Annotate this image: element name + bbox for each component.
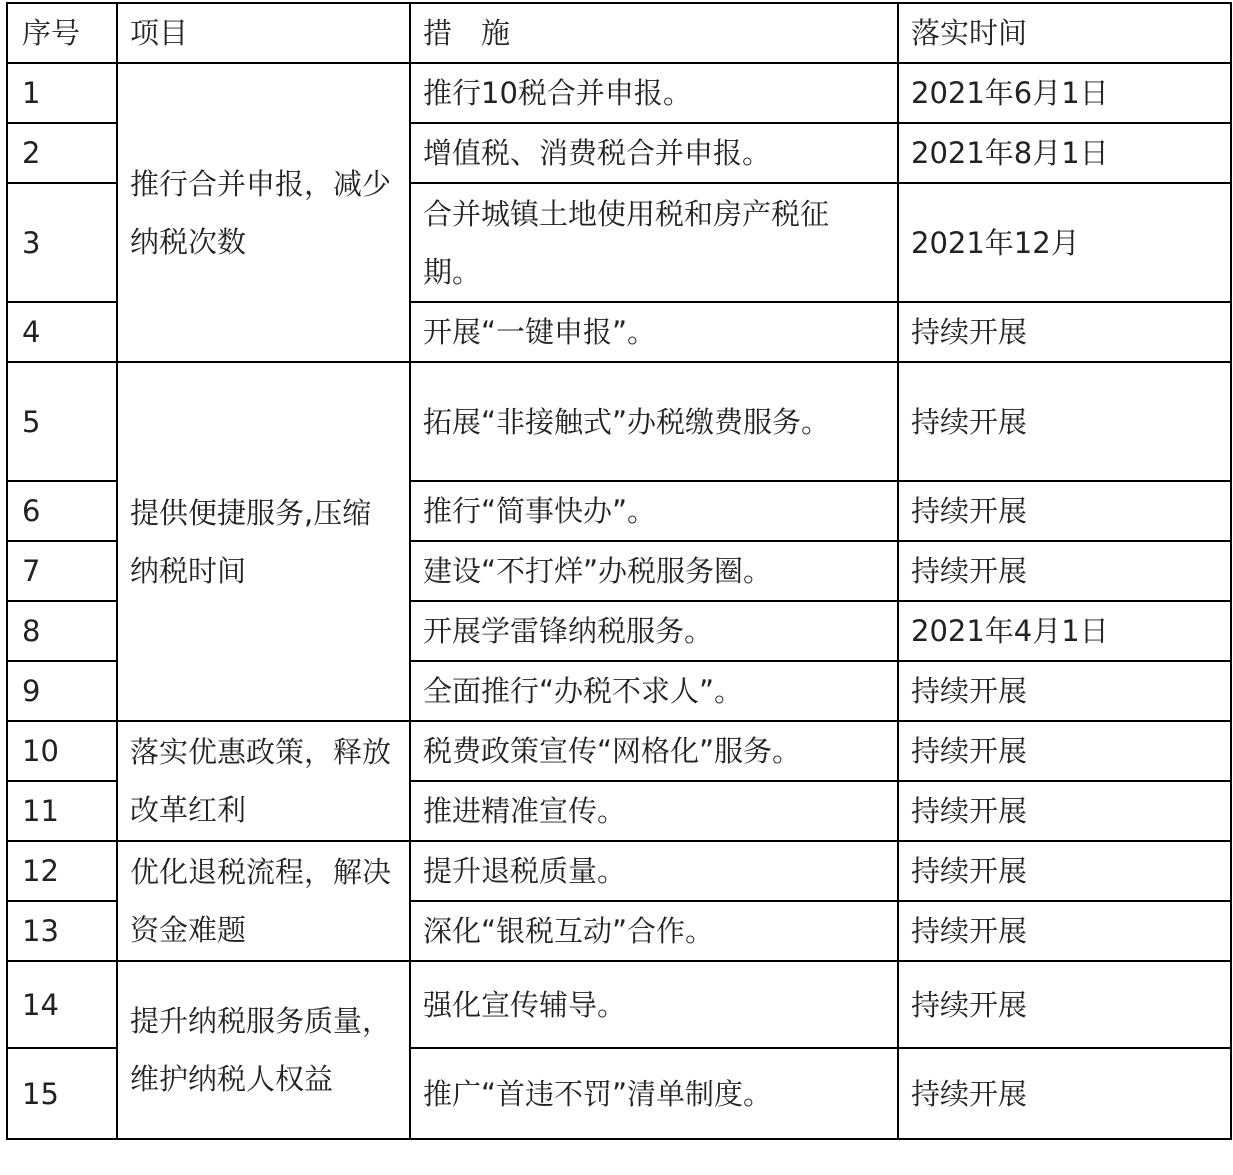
- row-no: 12: [7, 841, 117, 901]
- row-measure: 深化“银税互动”合作。: [410, 901, 898, 961]
- row-time: 持续开展: [898, 781, 1231, 841]
- group-item: 提供便捷服务,压缩纳税时间: [117, 362, 410, 721]
- row-no: 6: [7, 481, 117, 541]
- tax-measures-table: [6, 2, 1232, 1140]
- row-measure: 合并城镇土地使用税和房产税征期。: [410, 183, 898, 302]
- table-row: [7, 63, 1231, 123]
- row-no: 11: [7, 781, 117, 841]
- row-time: 2021年6月1日: [898, 63, 1231, 123]
- row-measure: 增值税、消费税合并申报。: [410, 123, 898, 183]
- row-no: 5: [7, 362, 117, 481]
- row-time: 持续开展: [898, 901, 1231, 961]
- row-time: 持续开展: [898, 541, 1231, 601]
- table-row: [7, 721, 1231, 781]
- row-time: 持续开展: [898, 481, 1231, 541]
- row-measure: 建设“不打烊”办税服务圈。: [410, 541, 898, 601]
- table-header-row: [7, 3, 1231, 63]
- row-no: 15: [7, 1048, 117, 1139]
- row-no: 8: [7, 601, 117, 661]
- row-no: 4: [7, 302, 117, 362]
- row-measure: 强化宣传辅导。: [410, 961, 898, 1048]
- row-no: 2: [7, 123, 117, 183]
- row-measure: 全面推行“办税不求人”。: [410, 661, 898, 721]
- row-time: 持续开展: [898, 302, 1231, 362]
- group-item: 推行合并申报，减少纳税次数: [117, 63, 410, 362]
- group-item: 提升纳税服务质量，维护纳税人权益: [117, 961, 410, 1139]
- header-time: 落实时间: [898, 3, 1231, 63]
- row-time: 2021年8月1日: [898, 123, 1231, 183]
- table-row: [7, 362, 1231, 481]
- group-item: 落实优惠政策，释放改革红利: [117, 721, 410, 841]
- row-time: 2021年4月1日: [898, 601, 1231, 661]
- row-measure: 推进精准宣传。: [410, 781, 898, 841]
- table-row: [7, 841, 1231, 901]
- row-no: 1: [7, 63, 117, 123]
- row-measure: 推行“简事快办”。: [410, 481, 898, 541]
- row-no: 13: [7, 901, 117, 961]
- row-time: 2021年12月: [898, 183, 1231, 302]
- row-no: 9: [7, 661, 117, 721]
- row-no: 7: [7, 541, 117, 601]
- row-measure: 开展“一键申报”。: [410, 302, 898, 362]
- row-time: 持续开展: [898, 362, 1231, 481]
- row-measure: 税费政策宣传“网格化”服务。: [410, 721, 898, 781]
- header-no: 序号: [7, 3, 117, 63]
- row-measure: 提升退税质量。: [410, 841, 898, 901]
- row-time: 持续开展: [898, 841, 1231, 901]
- row-no: 10: [7, 721, 117, 781]
- row-time: 持续开展: [898, 1048, 1231, 1139]
- row-measure: 开展学雷锋纳税服务。: [410, 601, 898, 661]
- row-no: 14: [7, 961, 117, 1048]
- table-row: [7, 961, 1231, 1048]
- row-time: 持续开展: [898, 721, 1231, 781]
- header-item: 项目: [117, 3, 410, 63]
- group-item: 优化退税流程，解决资金难题: [117, 841, 410, 961]
- row-time: 持续开展: [898, 961, 1231, 1048]
- row-no: 3: [7, 183, 117, 302]
- row-measure: 推行10税合并申报。: [410, 63, 898, 123]
- header-measure: 措 施: [410, 3, 898, 63]
- row-measure: 拓展“非接触式”办税缴费服务。: [410, 362, 898, 481]
- row-time: 持续开展: [898, 661, 1231, 721]
- row-measure: 推广“首违不罚”清单制度。: [410, 1048, 898, 1139]
